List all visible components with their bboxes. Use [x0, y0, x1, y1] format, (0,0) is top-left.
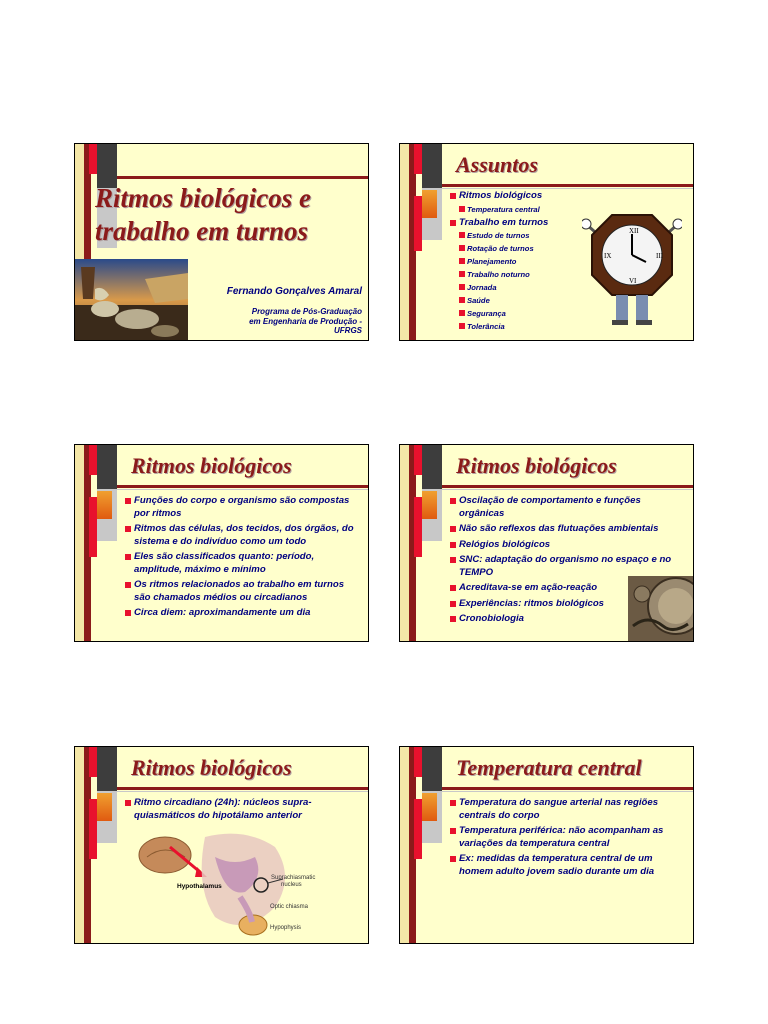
- list-item: Os ritmos relacionados ao trabalho em turnos são chamados médios ou circadianos: [125, 579, 362, 604]
- slide-5: [74, 746, 369, 944]
- program-line-1: Programa de Pós-Graduação: [251, 307, 362, 316]
- clock-gears-image: [628, 576, 694, 642]
- list-item: Acreditava-se em ação-reação: [450, 582, 687, 595]
- clock-character-image: [582, 210, 682, 330]
- list-item: Ritmos das células, dos tecidos, dos órgãos, do sistema e do indivíduo como um todo: [125, 523, 362, 548]
- list-item: Ex: medidas da temperatura central de um homem adulto jovem sadio durante um dia: [450, 853, 687, 878]
- label-scn-1: Suprachiasmatic: [271, 875, 316, 881]
- svg-text:VI: VI: [629, 277, 637, 285]
- brain-anatomy-image: [135, 827, 325, 942]
- list-item: Temperatura central: [450, 204, 687, 215]
- list-item: Saúde: [450, 295, 687, 306]
- title-line-1: Ritmos biológicos e: [95, 183, 311, 213]
- slide-title: Ritmos biológicos: [131, 755, 292, 780]
- list-item: Oscilação de comportamento e funções orgânicas: [450, 495, 687, 520]
- list-item: Relógios biológicos: [450, 539, 687, 552]
- svg-text:IX: IX: [604, 252, 612, 260]
- slide-title: Temperatura central: [456, 755, 642, 780]
- title-line-2: trabalho em turnos: [95, 216, 309, 246]
- list-item: Ritmo circadiano (24h): núcleos supra-quiasmáticos do hipotálamo anterior: [125, 797, 362, 822]
- slide-title: Ritmos biológicos: [131, 453, 292, 478]
- program-info: [249, 307, 362, 336]
- label-chiasma: Optic chiasma: [270, 904, 309, 910]
- program-line-3: UFRGS: [334, 326, 362, 335]
- svg-text:XII: XII: [629, 227, 639, 235]
- list-item: Ritmos biológicos: [450, 190, 687, 203]
- list-item: Temperatura do sangue arterial nas regiões centrais do corpo: [450, 797, 687, 822]
- author-name: Fernando Gonçalves Amaral: [226, 286, 362, 297]
- slide-3: [74, 444, 369, 642]
- list-item: Experiências: ritmos biológicos: [450, 598, 687, 611]
- slide-title: Assuntos: [456, 152, 538, 177]
- label-hypophysis: Hypophysis: [270, 925, 302, 931]
- list-item: Estudo de turnos: [450, 230, 687, 241]
- slide-1: [74, 143, 369, 341]
- list-item: SNC: adaptação do organismo no espaço e no TEMPO: [450, 554, 687, 579]
- list-item: Circa diem: aproximandamente um dia: [125, 607, 362, 620]
- bullet-list: [125, 797, 362, 825]
- list-item: Funções do corpo e organismo são compostas por ritmos: [125, 495, 362, 520]
- slide-title: [95, 182, 311, 248]
- list-item: Jornada: [450, 282, 687, 293]
- list-item: Eles são classificados quanto: período, amplitude, máximo e mínimo: [125, 551, 362, 576]
- bullet-list: [125, 495, 362, 623]
- bullet-list: [450, 797, 687, 881]
- list-item: Trabalho em turnos: [450, 217, 687, 230]
- slide-2: [399, 143, 694, 341]
- list-item: Planejamento: [450, 256, 687, 267]
- list-item: Cronobiologia: [450, 613, 687, 626]
- svg-text:III: III: [656, 252, 663, 260]
- painting-image: [75, 259, 188, 341]
- list-item: Rotação de turnos: [450, 243, 687, 254]
- slide-4: [399, 444, 694, 642]
- label-scn-2: nucleus: [281, 882, 302, 888]
- list-item: Segurança: [450, 308, 687, 319]
- slide-title: Ritmos biológicos: [456, 453, 617, 478]
- program-line-2: em Engenharia de Produção -: [249, 316, 362, 326]
- label-hypothalamus: Hypothalamus: [177, 883, 222, 890]
- list-item: Não são reflexos das flutuações ambientais: [450, 523, 687, 536]
- list-item: Tolerância: [450, 321, 687, 332]
- list-item: Trabalho noturno: [450, 269, 687, 280]
- list-item: Temperatura periférica: não acompanham as variações da temperatura central: [450, 825, 687, 850]
- slide-6: [399, 746, 694, 944]
